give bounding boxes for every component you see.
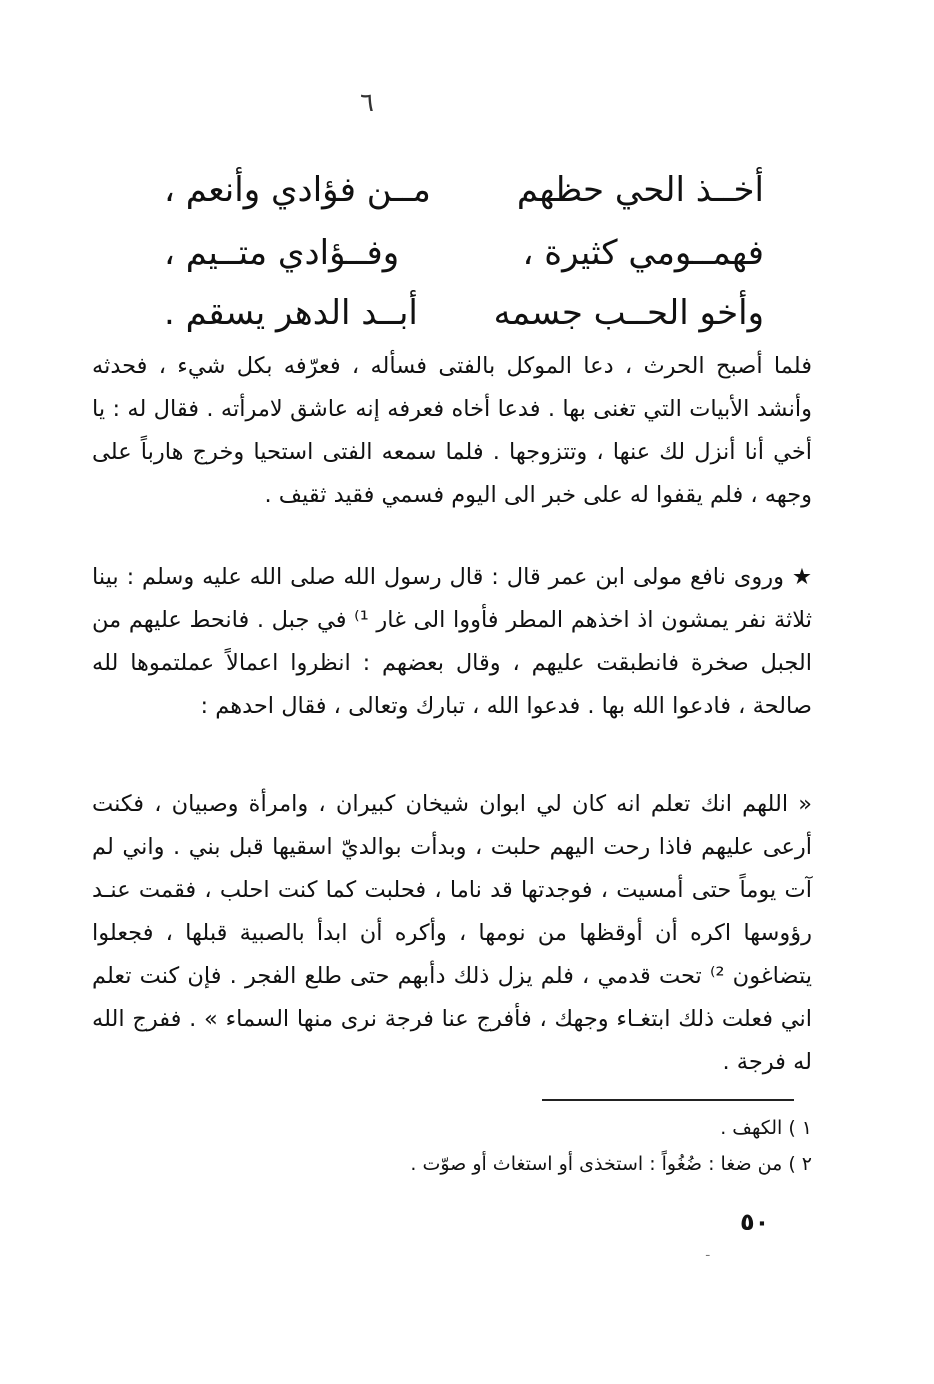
footnote-rule xyxy=(542,1099,794,1101)
poem-hemistich: مــن فؤادي وأنعم ، xyxy=(164,170,431,210)
paragraph: « اللهم انك تعلم انه كان لي ابوان شيخان كبيران ، وامرأة وصبيان ، فكنت أرعى عليهم فاذا رحت اليهم حلبت ، وبدأت بوالديّ اسقيها قبل بني . واني لم آت يوماً حتى أمسيت ، فوجدتها قد ناما ، فحلبت كما كنت احلب ، فقمت عنـد رؤوسها اكره أن أوقظها من نومها ، وأكره أن ابدأ بالصبية قبلها ، فجعلوا يتضاغون ²⁾ تحت قدمي ، فلم يزل ذلك دأبهم حتى طلع الفجر . فإن كنت تعلم اني فعلت ذلك ابتغـاء وجهك ، فأفرج عنا فرجة نرى منها السماء » . ففرج الله له فرجة . xyxy=(92,791,812,1075)
poem-line xyxy=(164,227,764,279)
footnote: ٢ ) من ضغا : ضُغُواً : استخذى أو استغاث أو صوّت . xyxy=(410,1153,812,1175)
top-mark: ٦ xyxy=(360,88,374,118)
paragraph: ★ وروى نافع مولى ابن عمر قال : قال رسول الله صلى الله عليه وسلم : بينا ثلاثة نفر يمشون اذ اخذهم المطر فأووا الى غار ¹⁾ في جبل . فانحط عليهم من الجبل صخرة فانطبقت عليهم ، وقال بعضهم : انظروا اعمالاً عملتموها لله صالحة ، فادعوا الله بها . فدعوا الله ، تبارك وتعالى ، فقال احدهم : xyxy=(92,564,812,719)
poem-hemistich: وأخو الحــب جسمه xyxy=(493,293,764,333)
poem-hemistich: أخــذ الحي حظهم xyxy=(516,170,764,210)
page-number: ٥٠ xyxy=(740,1208,770,1236)
poem-hemistich: وفــؤادي متــيم ، xyxy=(164,233,400,273)
poem-hemistich: فهمــومي كثيرة ، xyxy=(522,233,764,273)
poem-hemistich: أبــد الدهر يسقم . xyxy=(164,293,418,333)
stray-mark: ـ xyxy=(706,1245,710,1259)
footnote: ١ ) الكهف . xyxy=(720,1117,812,1139)
poem-line xyxy=(164,287,764,339)
paragraph: فلما أصبح الحرث ، دعا الموكل بالفتى فسأله ، فعرّفه بكل شيء ، فحدثه وأنشد الأبيات التي تغنى بها . فدعا أخاه فعرفه إنه عاشق لامرأته . فقال له : يا أخي أنا أنزل لك عنها ، وتتزوجها . فلما سمعه الفتى استحيا وخرج هارباً على وجهه ، فلم يقفوا له على خبر الى اليوم فسمي فقيد ثقيف . xyxy=(92,353,812,508)
poem-line xyxy=(164,164,764,216)
